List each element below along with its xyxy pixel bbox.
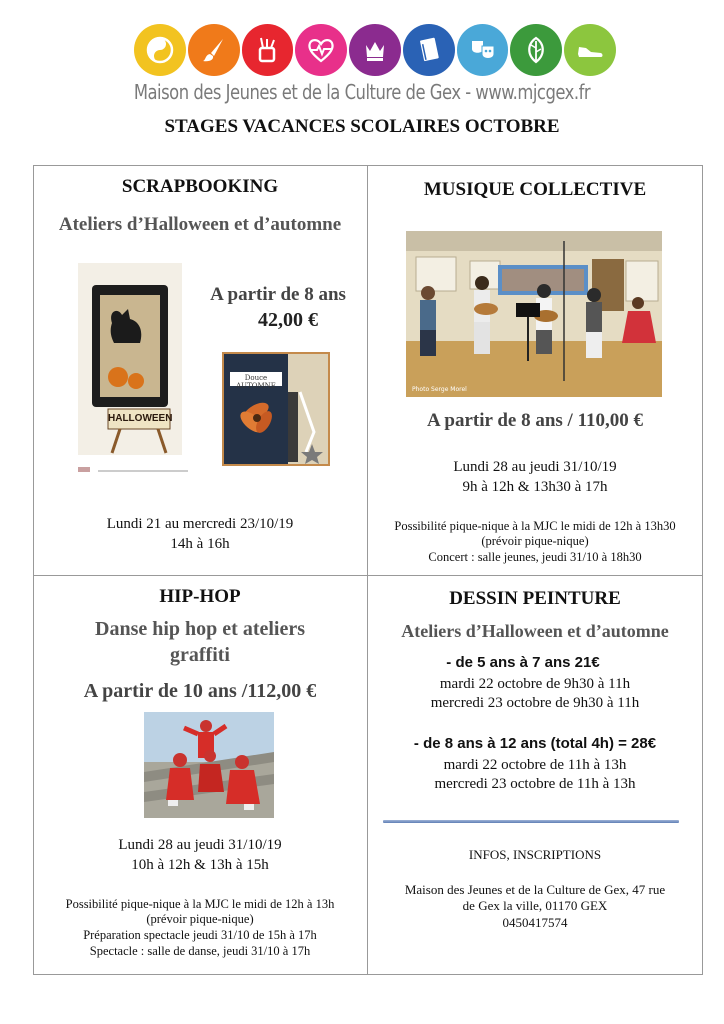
sneaker-icon [564, 24, 616, 76]
scrapbooking-title: SCRAPBOOKING [121, 176, 279, 197]
grid-divider-horizontal [33, 575, 703, 576]
dessin-title: DESSIN PEINTURE [449, 588, 621, 609]
hiphop-dancers-photo [144, 712, 274, 818]
logo-icon-row [134, 24, 616, 78]
halloween-frame-photo [78, 263, 182, 455]
hiphop-age-price: A partir de 10 ans /112,00 € [83, 680, 317, 702]
theater-masks-icon [457, 24, 509, 76]
scrapbooking-photo-credit [78, 462, 188, 472]
book-icon [403, 24, 455, 76]
infos-address-line1: Maison des Jeunes et de la Culture de Gex, 47 rue [404, 882, 666, 897]
dessin-subtitle: Ateliers d’Halloween et d’automne [401, 621, 669, 641]
music-class-photo [406, 231, 662, 397]
musique-note-concert: Concert : salle jeunes, jeudi 31/10 à 18h30 [428, 550, 642, 564]
music-photo-credit: Photo Serge Morel [412, 386, 467, 393]
dessin-group1-session2: mercredi 23 octobre de 9h30 à 11h [430, 695, 640, 711]
musique-title: MUSIQUE COLLECTIVE [423, 179, 647, 200]
halloween-frame-label: HALLOWEEN [108, 413, 173, 424]
infos-phone: 0450417574 [502, 915, 568, 930]
dessin-group1-session1: mardi 22 octobre de 9h30 à 11h [439, 676, 631, 692]
autumn-card-photo [222, 352, 330, 466]
paintbrush-icon [188, 24, 240, 76]
hiphop-subtitle-line1: Danse hip hop et ateliers [95, 618, 305, 640]
scrapbooking-dates: Lundi 21 au mercredi 23/10/19 [106, 516, 294, 532]
infos-title: INFOS, INSCRIPTIONS [468, 847, 602, 862]
musique-note-picnic: Possibilité pique-nique à la MJC le midi de 12h à 13h30 [394, 519, 676, 533]
chess-king-icon [349, 24, 401, 76]
dessin-group2-title: - de 8 ans à 12 ans (total 4h) = 28€ [413, 735, 657, 752]
yin-yang-icon [134, 24, 186, 76]
hiphop-note-bring-lunch: (prévoir pique-nique) [146, 912, 254, 926]
hiphop-hours: 10h à 12h & 13h à 15h [131, 857, 269, 873]
scrapbooking-hours: 14h à 16h [170, 536, 230, 552]
heartbeat-icon [295, 24, 347, 76]
dessin-group2-session2: mercredi 23 octobre de 11h à 13h [434, 776, 636, 792]
hiphop-subtitle-line2: graffiti [170, 644, 230, 666]
hiphop-note-picnic: Possibilité pique-nique à la MJC le midi de 12h à 13h [65, 897, 335, 911]
leaf-icon [510, 24, 562, 76]
dessin-group2-session1: mardi 22 octobre de 11h à 13h [443, 757, 627, 773]
hiphop-title: HIP-HOP [159, 586, 241, 607]
art-supplies-icon [242, 24, 294, 76]
scrapbooking-subtitle: Ateliers d’Halloween et d’automne [58, 214, 342, 235]
musique-hours: 9h à 12h & 13h30 à 17h [462, 479, 608, 495]
infos-divider [383, 820, 679, 823]
musique-dates: Lundi 28 au jeudi 31/10/19 [453, 459, 617, 475]
page-title: STAGES VACANCES SCOLAIRES OCTOBRE [164, 116, 560, 137]
musique-note-bring-lunch: (prévoir pique-nique) [481, 534, 589, 548]
hiphop-note-show: Spectacle : salle de danse, jeudi 31/10 à 17h [89, 944, 311, 958]
musique-age-price: A partir de 8 ans / 110,00 € [426, 410, 644, 431]
autumn-card-label: Douce AUTOMNE [236, 374, 276, 390]
hiphop-dates: Lundi 28 au jeudi 31/10/19 [118, 837, 282, 853]
hiphop-note-rehearsal: Préparation spectacle jeudi 31/10 de 15h à 17h [83, 928, 317, 942]
infos-address-line2: de Gex la ville, 01170 GEX [462, 898, 608, 913]
org-name-website: Maison des Jeunes et de la Culture de Gex - www.mjcgex.fr [133, 80, 591, 104]
scrapbooking-age: A partir de 8 ans [210, 284, 346, 305]
scrapbooking-price: 42,00 € [258, 309, 318, 331]
dessin-group1-title: - de 5 ans à 7 ans 21€ [446, 654, 600, 671]
